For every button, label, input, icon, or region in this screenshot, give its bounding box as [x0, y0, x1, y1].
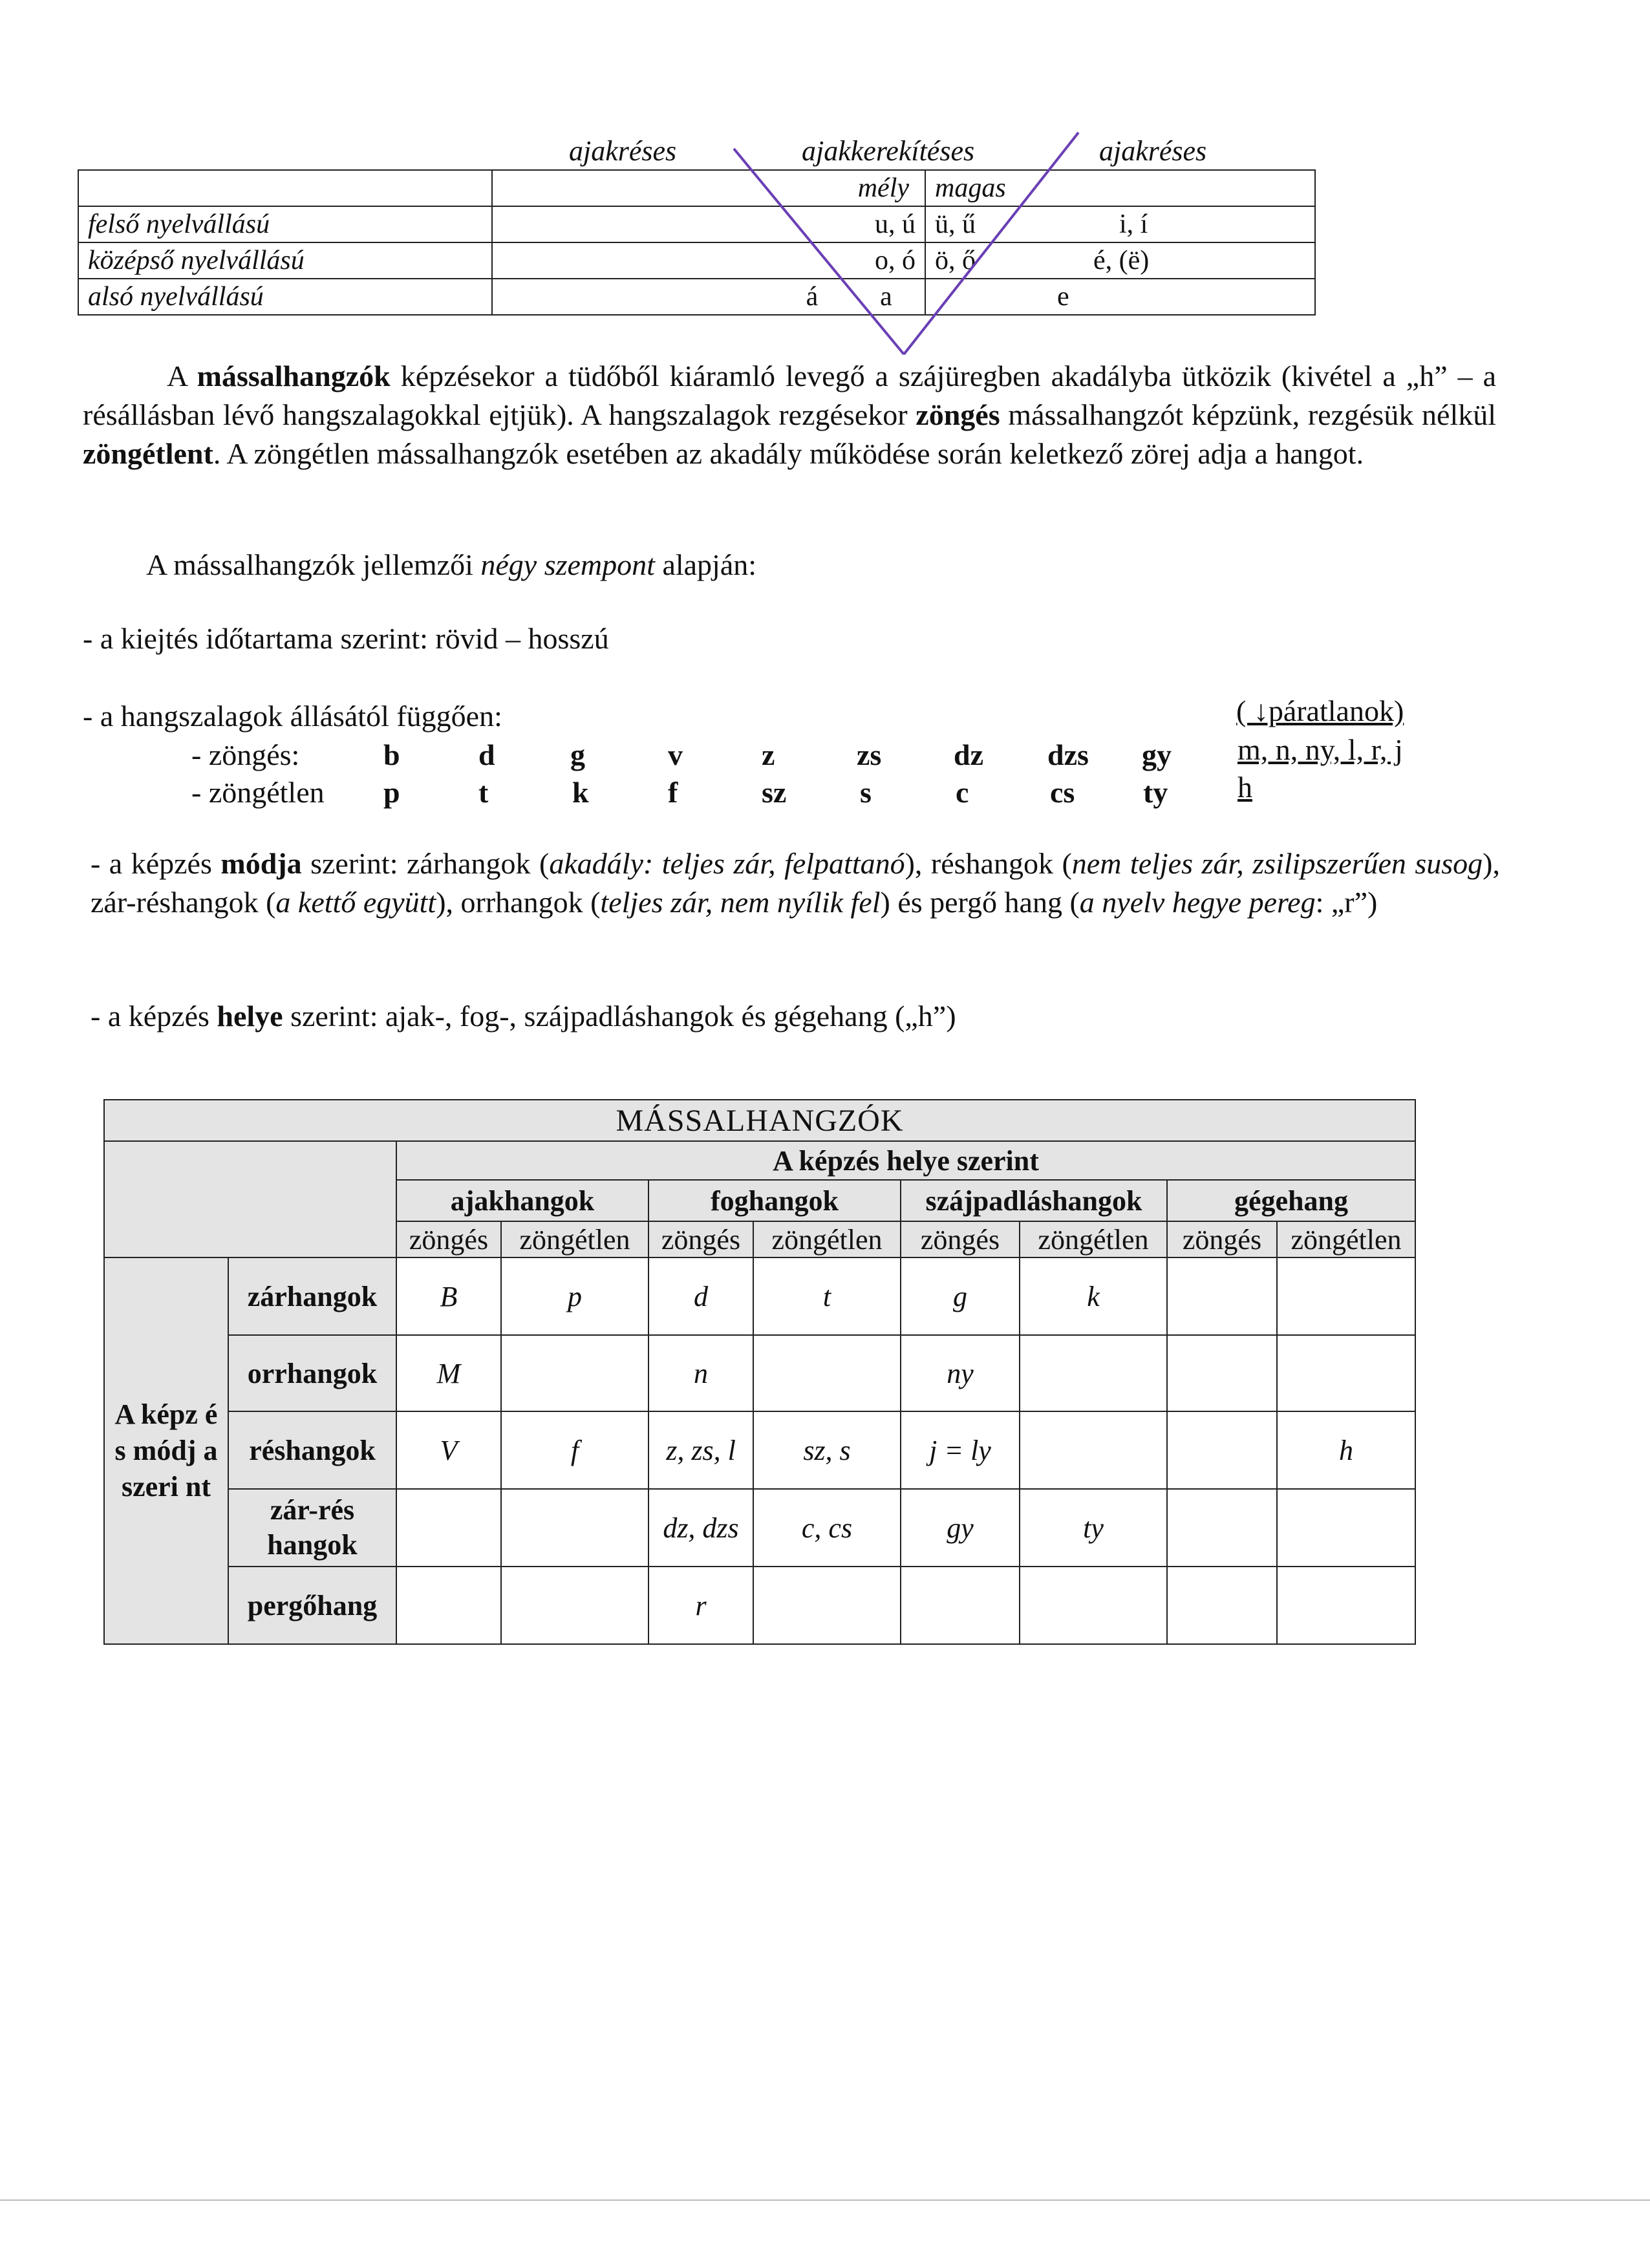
- voiceless-t: t: [478, 776, 489, 809]
- text-italic: a kettő együtt: [275, 886, 436, 919]
- text-italic: teljes zár, nem nyílik fel: [600, 886, 881, 919]
- text-italic: nem teljes zár, zsilipszerűen susog: [1071, 847, 1483, 880]
- cell: k: [1020, 1257, 1167, 1335]
- place-header-row: [104, 1141, 1415, 1180]
- vowel-v-line-left: [734, 149, 904, 354]
- cell: dz, dzs: [648, 1489, 753, 1567]
- vowel-cell-high: ü, ű: [925, 206, 1048, 242]
- manner-paragraph: [91, 844, 1500, 922]
- place-header: A képzés helye szerint: [396, 1141, 1415, 1180]
- voiceless-ty: ty: [1143, 776, 1168, 809]
- voiced-header: zöngés: [1167, 1221, 1277, 1257]
- vowel-cell-deep: u, ú: [777, 206, 925, 242]
- voiced-header: zöngés: [901, 1221, 1020, 1257]
- vowel-cell-deep-long: á: [777, 279, 848, 315]
- cell: z, zs, l: [648, 1411, 753, 1489]
- cell: ny: [901, 1335, 1020, 1411]
- cell: p: [501, 1257, 648, 1335]
- unpaired-header: ( ↓páratlanok): [1236, 694, 1404, 727]
- term-consonants: mássalhangzók: [197, 359, 391, 392]
- text-italic: a nyelv hegye pereg: [1079, 886, 1316, 919]
- unpaired-voiceless: h: [1238, 771, 1252, 804]
- voiceless-c: c: [956, 776, 969, 809]
- cell: [1020, 1411, 1167, 1489]
- voiced-dzs: dzs: [1047, 738, 1089, 771]
- cell: [1277, 1567, 1415, 1644]
- cell: d: [648, 1257, 753, 1335]
- voiced-label: - zöngés:: [191, 738, 300, 771]
- cell: [501, 1335, 648, 1411]
- cell: gy: [901, 1489, 1020, 1567]
- cell: g: [901, 1257, 1020, 1335]
- vowel-v-line-right: [904, 133, 1078, 354]
- vowel-header-unrounded-right: ajakréses: [1099, 135, 1207, 167]
- cell: [753, 1567, 901, 1644]
- cell: [1277, 1489, 1415, 1567]
- voiceless-header: zöngétlen: [1020, 1221, 1167, 1257]
- cell: f: [501, 1411, 648, 1489]
- intro-paragraph: [83, 357, 1496, 473]
- voiced-z: z: [762, 738, 775, 771]
- vocal-cords-line: - a hangszalagok állásától függően:: [83, 700, 502, 733]
- cell: [901, 1567, 1020, 1644]
- cell: t: [753, 1257, 901, 1335]
- table-row: [104, 1257, 1415, 1335]
- cell: c, cs: [753, 1489, 901, 1567]
- cell: [1167, 1489, 1277, 1567]
- voiceless-k: k: [572, 776, 589, 809]
- cell: [1167, 1411, 1277, 1489]
- place-line: [91, 997, 956, 1036]
- table-corner: [104, 1141, 396, 1257]
- text-italic: akadály: teljes zár, felpattanó: [549, 847, 905, 880]
- vowel-subheader-high: magas: [925, 170, 1048, 206]
- text: ), orrhangok (: [436, 886, 601, 919]
- vowel-cell-high: ö, ő: [925, 242, 1048, 279]
- cell: V: [396, 1411, 501, 1489]
- cell: j = ly: [901, 1411, 1020, 1489]
- cell: [501, 1489, 648, 1567]
- cell: [396, 1567, 501, 1644]
- vowel-v-lines: [0, 0, 1650, 388]
- voiceless-header: zöngétlen: [501, 1221, 648, 1257]
- table-row: [104, 1411, 1415, 1489]
- voiced-header: zöngés: [396, 1221, 501, 1257]
- cell: [1167, 1335, 1277, 1411]
- row-label: orrhangok: [228, 1335, 396, 1411]
- voiceless-label: - zöngétlen: [191, 776, 325, 809]
- cell: [1277, 1335, 1415, 1411]
- cell: [1167, 1567, 1277, 1644]
- cell: [1020, 1335, 1167, 1411]
- voiceless-p: p: [383, 776, 400, 809]
- voiced-d: d: [478, 738, 495, 771]
- table-row: [104, 1489, 1415, 1567]
- unpaired-voiced: m, n, ny, l, r, j: [1238, 733, 1403, 766]
- cell: h: [1277, 1411, 1415, 1489]
- voiced-v: v: [668, 738, 683, 771]
- text: ) és pergő hang (: [880, 886, 1080, 919]
- voiceless-sz: sz: [762, 776, 787, 809]
- voiced-b: b: [383, 738, 400, 771]
- table-row: [104, 1335, 1415, 1411]
- term-voiceless: zöngétlent: [83, 437, 213, 470]
- text: : „r”): [1315, 886, 1378, 919]
- term-four-aspects: négy szempont: [480, 548, 655, 581]
- vowel-cell-unrounded: i, í: [1048, 206, 1315, 242]
- text: - a képzés: [91, 847, 221, 880]
- term-manner: módja: [220, 847, 302, 880]
- cell: sz, s: [753, 1411, 901, 1489]
- vowel-subheader-deep: mély: [777, 170, 925, 206]
- voiced-header: zöngés: [648, 1221, 753, 1257]
- vowel-header-unrounded-left: ajakréses: [569, 135, 677, 167]
- cell: [1167, 1257, 1277, 1335]
- scan-edge-line: [0, 2199, 1650, 2201]
- cell: [1020, 1567, 1167, 1644]
- vowel-cell-unrounded: e: [1048, 279, 1315, 315]
- manner-side-label: A képz és módj a szeri nt: [104, 1257, 228, 1644]
- row-label: zár-rés hangok: [228, 1489, 396, 1567]
- text: alapján:: [654, 548, 757, 581]
- text: A mássalhangzók jellemzői: [146, 548, 481, 581]
- group-palatal: szájpadláshangok: [901, 1180, 1167, 1221]
- vowel-cell-deep-short: a: [848, 279, 925, 315]
- vowel-row-label: középső nyelvállású: [78, 242, 492, 279]
- text: ), zár-réshangok (: [91, 847, 1500, 919]
- vowel-row-label: alsó nyelvállású: [78, 279, 492, 315]
- text: ), réshangok (: [905, 847, 1072, 880]
- cell: r: [648, 1567, 753, 1644]
- voiceless-s: s: [860, 776, 872, 809]
- text: mássalhangzót képzünk, rezgésük nélkül: [1000, 398, 1497, 431]
- characteristics-intro: [146, 546, 756, 584]
- voiced-g: g: [570, 738, 585, 771]
- text: - a képzés: [91, 1000, 217, 1032]
- cell: M: [396, 1335, 501, 1411]
- duration-line: - a kiejtés időtartama szerint: rövid – hosszú: [83, 622, 609, 655]
- text: szerint: zárhangok (: [301, 847, 550, 880]
- voiceless-header: zöngétlen: [1277, 1221, 1415, 1257]
- table-title-row: [104, 1100, 1415, 1141]
- voiceless-f: f: [668, 776, 678, 809]
- vowel-cell-unrounded: é, (ë): [1048, 242, 1315, 279]
- row-label: pergőhang: [228, 1567, 396, 1644]
- cell: ty: [1020, 1489, 1167, 1567]
- row-label: réshangok: [228, 1411, 396, 1489]
- voiceless-header: zöngétlen: [753, 1221, 901, 1257]
- consonant-table: [103, 1099, 1416, 1645]
- table-row: [104, 1567, 1415, 1644]
- voiced-gy: gy: [1142, 738, 1172, 771]
- text: szerint: ajak-, fog-, szájpadláshangok és gégehang („h”): [283, 1000, 956, 1032]
- text: képzésekor a tüdőből kiáramló levegő a szájüregben akadályba ütközik (kivétel a „h” – a résállásban lévő hangszalagokkal ejtjük). A hangszalagok rezgésekor: [83, 359, 1496, 431]
- voiced-dz: dz: [954, 738, 983, 771]
- cell: [753, 1335, 901, 1411]
- cell: B: [396, 1257, 501, 1335]
- vowel-row-label: felső nyelvállású: [78, 206, 492, 242]
- vowel-cell-deep: o, ó: [777, 242, 925, 279]
- group-glottal: gégehang: [1167, 1180, 1415, 1221]
- table-title: MÁSSALHANGZÓK: [104, 1100, 1415, 1141]
- row-label: zárhangok: [228, 1257, 396, 1335]
- voiced-zs: zs: [857, 738, 882, 771]
- cell: [1277, 1257, 1415, 1335]
- group-labial: ajakhangok: [396, 1180, 648, 1221]
- voiceless-cs: cs: [1050, 776, 1075, 809]
- term-voiced: zöngés: [916, 398, 1000, 431]
- group-dental: foghangok: [648, 1180, 901, 1221]
- term-place: helye: [217, 1000, 283, 1032]
- text: A: [167, 359, 197, 392]
- cell: [501, 1567, 648, 1644]
- cell: n: [648, 1335, 753, 1411]
- vowel-header-rounded: ajakkerekítéses: [802, 135, 975, 167]
- text: . A zöngétlen mássalhangzók esetében az akadály működése során keletkező zörej adja a hangot.: [213, 437, 1364, 470]
- cell: [396, 1489, 501, 1567]
